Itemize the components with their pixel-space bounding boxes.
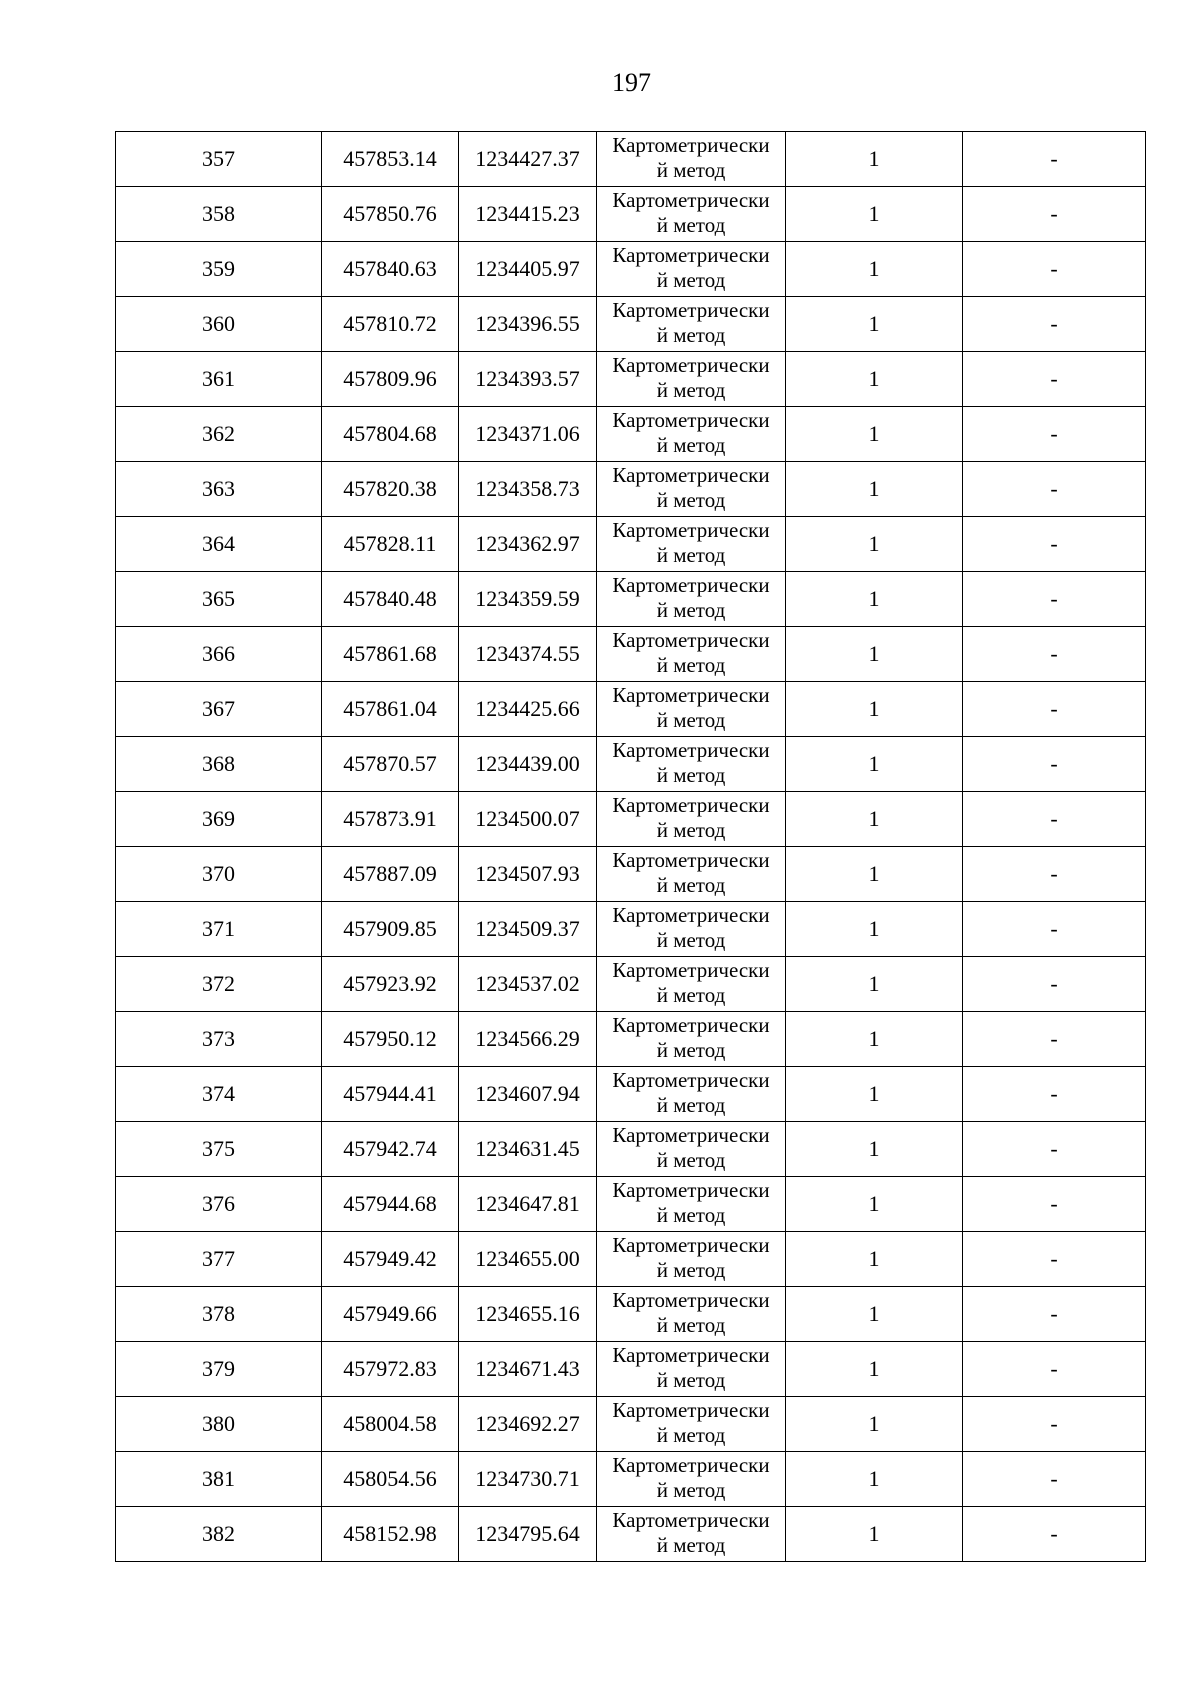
- method-line-1: Картометрически: [612, 1178, 770, 1202]
- method-cell: [597, 737, 786, 792]
- method-line-1: Картометрически: [612, 353, 770, 377]
- x-coordinate-cell: 458152.98: [322, 1507, 459, 1562]
- method-cell: [597, 517, 786, 572]
- table-row: [116, 297, 1146, 352]
- table-row: [116, 1177, 1146, 1232]
- method-line-1: Картометрически: [612, 848, 770, 872]
- point-number-cell: 364: [116, 517, 322, 572]
- method-line-2: й метод: [656, 983, 726, 1007]
- table-row: [116, 792, 1146, 847]
- table-row: [116, 957, 1146, 1012]
- point-number-cell: 368: [116, 737, 322, 792]
- description-cell: -: [963, 132, 1146, 187]
- method-cell: [597, 627, 786, 682]
- accuracy-cell: 1: [786, 517, 963, 572]
- point-number-cell: 359: [116, 242, 322, 297]
- method-line-2: й метод: [656, 1423, 726, 1447]
- method-cell: [597, 352, 786, 407]
- point-number-cell: 363: [116, 462, 322, 517]
- method-line-2: й метод: [656, 763, 726, 787]
- accuracy-cell: 1: [786, 297, 963, 352]
- method-line-2: й метод: [656, 1313, 726, 1337]
- description-cell: -: [963, 847, 1146, 902]
- method-line-1: Картометрически: [612, 1288, 770, 1312]
- table-row: [116, 1507, 1146, 1562]
- point-number-cell: 362: [116, 407, 322, 462]
- method-cell: [597, 1287, 786, 1342]
- table-row: [116, 627, 1146, 682]
- y-coordinate-cell: 1234393.57: [459, 352, 597, 407]
- point-number-cell: 365: [116, 572, 322, 627]
- y-coordinate-cell: 1234730.71: [459, 1452, 597, 1507]
- accuracy-cell: 1: [786, 132, 963, 187]
- description-cell: -: [963, 462, 1146, 517]
- x-coordinate-cell: 457923.92: [322, 957, 459, 1012]
- y-coordinate-cell: 1234566.29: [459, 1012, 597, 1067]
- method-line-2: й метод: [656, 158, 726, 182]
- description-cell: -: [963, 1067, 1146, 1122]
- table-row: [116, 242, 1146, 297]
- method-cell: [597, 1507, 786, 1562]
- method-cell: [597, 1067, 786, 1122]
- method-line-2: й метод: [656, 873, 726, 897]
- point-number-cell: 358: [116, 187, 322, 242]
- method-cell: [597, 957, 786, 1012]
- table-row: [116, 1397, 1146, 1452]
- y-coordinate-cell: 1234507.93: [459, 847, 597, 902]
- method-cell: [597, 1452, 786, 1507]
- y-coordinate-cell: 1234396.55: [459, 297, 597, 352]
- x-coordinate-cell: 457850.76: [322, 187, 459, 242]
- method-line-2: й метод: [656, 818, 726, 842]
- accuracy-cell: 1: [786, 1452, 963, 1507]
- description-cell: -: [963, 902, 1146, 957]
- accuracy-cell: 1: [786, 407, 963, 462]
- method-line-2: й метод: [656, 1533, 726, 1557]
- method-line-2: й метод: [656, 1148, 726, 1172]
- method-line-1: Картометрически: [612, 1343, 770, 1367]
- accuracy-cell: 1: [786, 1067, 963, 1122]
- x-coordinate-cell: 457949.66: [322, 1287, 459, 1342]
- method-line-1: Картометрически: [612, 408, 770, 432]
- method-line-2: й метод: [656, 488, 726, 512]
- x-coordinate-cell: 457861.68: [322, 627, 459, 682]
- accuracy-cell: 1: [786, 792, 963, 847]
- method-line-2: й метод: [656, 433, 726, 457]
- table-row: [116, 352, 1146, 407]
- method-cell: [597, 792, 786, 847]
- description-cell: -: [963, 1012, 1146, 1067]
- table-row: [116, 1232, 1146, 1287]
- description-cell: -: [963, 1452, 1146, 1507]
- method-cell: [597, 1342, 786, 1397]
- y-coordinate-cell: 1234692.27: [459, 1397, 597, 1452]
- method-line-2: й метод: [656, 653, 726, 677]
- y-coordinate-cell: 1234362.97: [459, 517, 597, 572]
- point-number-cell: 382: [116, 1507, 322, 1562]
- accuracy-cell: 1: [786, 572, 963, 627]
- description-cell: -: [963, 737, 1146, 792]
- point-number-cell: 379: [116, 1342, 322, 1397]
- accuracy-cell: 1: [786, 462, 963, 517]
- method-line-2: й метод: [656, 598, 726, 622]
- description-cell: -: [963, 1507, 1146, 1562]
- table-row: [116, 1012, 1146, 1067]
- method-line-1: Картометрически: [612, 1068, 770, 1092]
- method-cell: [597, 407, 786, 462]
- method-line-2: й метод: [656, 268, 726, 292]
- y-coordinate-cell: 1234509.37: [459, 902, 597, 957]
- table-row: [116, 737, 1146, 792]
- description-cell: -: [963, 517, 1146, 572]
- method-cell: [597, 1177, 786, 1232]
- description-cell: -: [963, 1232, 1146, 1287]
- y-coordinate-cell: 1234795.64: [459, 1507, 597, 1562]
- method-line-1: Картометрически: [612, 1398, 770, 1422]
- method-line-1: Картометрически: [612, 1123, 770, 1147]
- accuracy-cell: 1: [786, 1507, 963, 1562]
- method-cell: [597, 187, 786, 242]
- x-coordinate-cell: 457944.41: [322, 1067, 459, 1122]
- method-cell: [597, 132, 786, 187]
- method-line-2: й метод: [656, 1368, 726, 1392]
- method-line-2: й метод: [656, 213, 726, 237]
- point-number-cell: 375: [116, 1122, 322, 1177]
- x-coordinate-cell: 457804.68: [322, 407, 459, 462]
- method-cell: [597, 682, 786, 737]
- description-cell: -: [963, 792, 1146, 847]
- x-coordinate-cell: 458004.58: [322, 1397, 459, 1452]
- table-row: [116, 462, 1146, 517]
- y-coordinate-cell: 1234631.45: [459, 1122, 597, 1177]
- y-coordinate-cell: 1234425.66: [459, 682, 597, 737]
- method-line-2: й метод: [656, 1203, 726, 1227]
- description-cell: -: [963, 187, 1146, 242]
- x-coordinate-cell: 457840.63: [322, 242, 459, 297]
- y-coordinate-cell: 1234371.06: [459, 407, 597, 462]
- x-coordinate-cell: 457820.38: [322, 462, 459, 517]
- accuracy-cell: 1: [786, 737, 963, 792]
- method-line-1: Картометрически: [612, 1508, 770, 1532]
- accuracy-cell: 1: [786, 352, 963, 407]
- method-line-1: Картометрически: [612, 738, 770, 762]
- x-coordinate-cell: 457950.12: [322, 1012, 459, 1067]
- description-cell: -: [963, 1342, 1146, 1397]
- table-row: [116, 902, 1146, 957]
- method-line-2: й метод: [656, 378, 726, 402]
- table-row: [116, 847, 1146, 902]
- method-line-2: й метод: [656, 1478, 726, 1502]
- y-coordinate-cell: 1234415.23: [459, 187, 597, 242]
- x-coordinate-cell: 457944.68: [322, 1177, 459, 1232]
- x-coordinate-cell: 457861.04: [322, 682, 459, 737]
- method-line-2: й метод: [656, 323, 726, 347]
- y-coordinate-cell: 1234359.59: [459, 572, 597, 627]
- description-cell: -: [963, 242, 1146, 297]
- point-number-cell: 357: [116, 132, 322, 187]
- method-line-1: Картометрически: [612, 463, 770, 487]
- point-number-cell: 378: [116, 1287, 322, 1342]
- method-line-2: й метод: [656, 543, 726, 567]
- point-number-cell: 367: [116, 682, 322, 737]
- point-number-cell: 376: [116, 1177, 322, 1232]
- accuracy-cell: 1: [786, 627, 963, 682]
- table-row: [116, 1067, 1146, 1122]
- table-row: [116, 682, 1146, 737]
- x-coordinate-cell: 458054.56: [322, 1452, 459, 1507]
- accuracy-cell: 1: [786, 242, 963, 297]
- method-line-2: й метод: [656, 1258, 726, 1282]
- point-number-cell: 361: [116, 352, 322, 407]
- accuracy-cell: 1: [786, 902, 963, 957]
- description-cell: -: [963, 407, 1146, 462]
- method-cell: [597, 847, 786, 902]
- method-line-1: Картометрически: [612, 188, 770, 212]
- x-coordinate-cell: 457887.09: [322, 847, 459, 902]
- table-row: [116, 407, 1146, 462]
- page-number: 197: [612, 68, 651, 97]
- x-coordinate-cell: 457870.57: [322, 737, 459, 792]
- y-coordinate-cell: 1234655.00: [459, 1232, 597, 1287]
- table-row: [116, 1452, 1146, 1507]
- table-row: [116, 1287, 1146, 1342]
- coordinates-table-body: [116, 132, 1146, 1562]
- y-coordinate-cell: 1234655.16: [459, 1287, 597, 1342]
- method-cell: [597, 1012, 786, 1067]
- accuracy-cell: 1: [786, 1287, 963, 1342]
- y-coordinate-cell: 1234374.55: [459, 627, 597, 682]
- y-coordinate-cell: 1234500.07: [459, 792, 597, 847]
- accuracy-cell: 1: [786, 1122, 963, 1177]
- x-coordinate-cell: 457810.72: [322, 297, 459, 352]
- point-number-cell: 381: [116, 1452, 322, 1507]
- y-coordinate-cell: 1234427.37: [459, 132, 597, 187]
- point-number-cell: 372: [116, 957, 322, 1012]
- table-row: [116, 1122, 1146, 1177]
- x-coordinate-cell: 457873.91: [322, 792, 459, 847]
- description-cell: -: [963, 1397, 1146, 1452]
- method-line-1: Картометрически: [612, 958, 770, 982]
- method-cell: [597, 572, 786, 627]
- x-coordinate-cell: 457949.42: [322, 1232, 459, 1287]
- description-cell: -: [963, 1122, 1146, 1177]
- accuracy-cell: 1: [786, 1232, 963, 1287]
- method-cell: [597, 1397, 786, 1452]
- y-coordinate-cell: 1234439.00: [459, 737, 597, 792]
- method-line-1: Картометрически: [612, 683, 770, 707]
- table-row: [116, 132, 1146, 187]
- method-line-1: Картометрически: [612, 573, 770, 597]
- x-coordinate-cell: 457809.96: [322, 352, 459, 407]
- description-cell: -: [963, 682, 1146, 737]
- method-line-1: Картометрически: [612, 903, 770, 927]
- accuracy-cell: 1: [786, 847, 963, 902]
- method-line-1: Картометрически: [612, 1013, 770, 1037]
- description-cell: -: [963, 957, 1146, 1012]
- table-row: [116, 572, 1146, 627]
- method-cell: [597, 297, 786, 352]
- table-row: [116, 187, 1146, 242]
- y-coordinate-cell: 1234607.94: [459, 1067, 597, 1122]
- x-coordinate-cell: 457853.14: [322, 132, 459, 187]
- y-coordinate-cell: 1234358.73: [459, 462, 597, 517]
- y-coordinate-cell: 1234537.02: [459, 957, 597, 1012]
- accuracy-cell: 1: [786, 1177, 963, 1232]
- point-number-cell: 371: [116, 902, 322, 957]
- method-line-1: Картометрически: [612, 1233, 770, 1257]
- point-number-cell: 377: [116, 1232, 322, 1287]
- description-cell: -: [963, 1177, 1146, 1232]
- method-cell: [597, 902, 786, 957]
- method-line-1: Картометрически: [612, 133, 770, 157]
- y-coordinate-cell: 1234647.81: [459, 1177, 597, 1232]
- coordinates-table: [115, 131, 1146, 1562]
- method-line-2: й метод: [656, 708, 726, 732]
- point-number-cell: 373: [116, 1012, 322, 1067]
- point-number-cell: 374: [116, 1067, 322, 1122]
- method-line-1: Картометрически: [612, 1453, 770, 1477]
- method-line-1: Картометрически: [612, 298, 770, 322]
- accuracy-cell: 1: [786, 1012, 963, 1067]
- x-coordinate-cell: 457828.11: [322, 517, 459, 572]
- table-row: [116, 517, 1146, 572]
- description-cell: -: [963, 297, 1146, 352]
- method-line-1: Картометрически: [612, 243, 770, 267]
- point-number-cell: 360: [116, 297, 322, 352]
- x-coordinate-cell: 457972.83: [322, 1342, 459, 1397]
- table-row: [116, 1342, 1146, 1397]
- description-cell: -: [963, 352, 1146, 407]
- accuracy-cell: 1: [786, 1342, 963, 1397]
- x-coordinate-cell: 457840.48: [322, 572, 459, 627]
- accuracy-cell: 1: [786, 187, 963, 242]
- description-cell: -: [963, 1287, 1146, 1342]
- accuracy-cell: 1: [786, 957, 963, 1012]
- point-number-cell: 380: [116, 1397, 322, 1452]
- y-coordinate-cell: 1234405.97: [459, 242, 597, 297]
- accuracy-cell: 1: [786, 682, 963, 737]
- method-cell: [597, 1232, 786, 1287]
- method-line-1: Картометрически: [612, 518, 770, 542]
- point-number-cell: 366: [116, 627, 322, 682]
- method-line-1: Картометрически: [612, 628, 770, 652]
- x-coordinate-cell: 457909.85: [322, 902, 459, 957]
- method-cell: [597, 462, 786, 517]
- method-line-2: й метод: [656, 928, 726, 952]
- method-cell: [597, 1122, 786, 1177]
- method-cell: [597, 242, 786, 297]
- point-number-cell: 369: [116, 792, 322, 847]
- point-number-cell: 370: [116, 847, 322, 902]
- y-coordinate-cell: 1234671.43: [459, 1342, 597, 1397]
- method-line-2: й метод: [656, 1093, 726, 1117]
- description-cell: -: [963, 627, 1146, 682]
- method-line-1: Картометрически: [612, 793, 770, 817]
- method-line-2: й метод: [656, 1038, 726, 1062]
- x-coordinate-cell: 457942.74: [322, 1122, 459, 1177]
- accuracy-cell: 1: [786, 1397, 963, 1452]
- description-cell: -: [963, 572, 1146, 627]
